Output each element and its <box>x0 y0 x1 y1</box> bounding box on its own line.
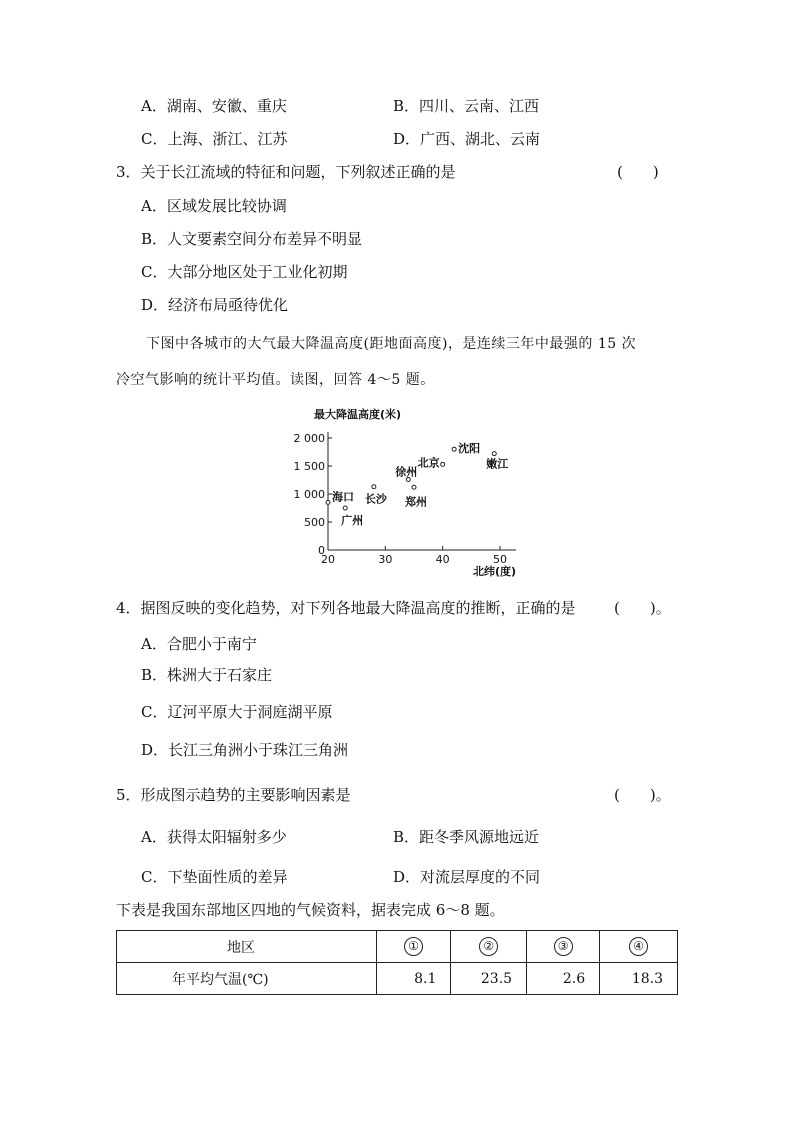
y-tick-label: 1 500 <box>293 460 325 473</box>
table-intro: 下表是我国东部地区四地的气候资料，据表完成 6～8 题。 <box>116 901 505 919</box>
q4-option-c: C．辽河平原大于洞庭湖平原 <box>141 703 333 721</box>
table-row-label: 年平均气温(℃) <box>117 963 377 995</box>
q4-option-b: B．株洲大于石家庄 <box>141 666 273 684</box>
table-header-region-3 <box>527 931 600 963</box>
table-header-region-4 <box>600 931 678 963</box>
data-label: 长沙 <box>364 492 387 506</box>
q5-option-c: C．下垫面性质的差异 <box>141 868 288 886</box>
q4-option-a: A．合肥小于南宁 <box>141 635 257 653</box>
q5-stem: 5．形成图示趋势的主要影响因素是 <box>116 786 351 804</box>
intro-line-1: 下图中各城市的大气最大降温高度(距地面高度)，是连续三年中最强的 15 次 <box>146 336 637 352</box>
table-cell: 18.3 <box>600 963 678 995</box>
data-point <box>452 447 456 451</box>
y-tick-label: 2 000 <box>293 432 325 445</box>
y-tick-label: 500 <box>304 516 325 529</box>
x-tick-label: 40 <box>435 553 450 566</box>
table-row <box>117 963 678 995</box>
data-label: 广州 <box>341 514 364 527</box>
scatter-chart <box>290 404 530 584</box>
climate-table <box>116 930 678 995</box>
q3-answer-paren: ( ) <box>617 163 659 181</box>
region-marker: ④ <box>629 937 648 956</box>
q3-option-a: A．区域发展比较协调 <box>141 197 287 215</box>
region-marker: ③ <box>554 937 573 956</box>
data-point <box>441 462 445 466</box>
q4-answer-paren: ( )。 <box>614 599 671 617</box>
x-tick-label: 30 <box>378 553 393 566</box>
q3-option-b: B．人文要素空间分布差异不明显 <box>141 230 363 248</box>
y-tick-label: 0 <box>318 544 325 557</box>
region-marker: ① <box>404 937 423 956</box>
q3-option-d: D．经济布局亟待优化 <box>141 296 289 314</box>
x-tick-label: 20 <box>321 553 335 566</box>
data-label: 郑州 <box>405 495 427 509</box>
data-point <box>326 500 330 504</box>
data-point <box>372 485 376 489</box>
table-cell: 23.5 <box>451 963 527 995</box>
x-tick-label: 50 <box>493 553 507 566</box>
table-cell: 8.1 <box>376 963 451 995</box>
q2-option-a: A．湖南、安徽、重庆 <box>141 97 287 115</box>
q4-stem: 4．据图反映的变化趋势，对下列各地最大降温高度的推断，正确的是 <box>116 599 576 617</box>
q5-option-b: B．距冬季风源地远近 <box>393 828 540 846</box>
q5-answer-paren: ( )。 <box>614 786 671 804</box>
data-point <box>343 506 347 510</box>
x-axis-label: 北纬(度) <box>473 565 517 578</box>
q2-option-d: D．广西、湖北、云南 <box>393 130 541 148</box>
y-tick-label: 1 000 <box>293 488 325 501</box>
table-header-region-2 <box>451 931 527 963</box>
table-header-label: 地区 <box>117 931 377 963</box>
q2-option-c: C．上海、浙江、江苏 <box>141 130 288 148</box>
data-point <box>492 452 496 456</box>
q4-option-d: D．长江三角洲小于珠江三角洲 <box>141 741 349 759</box>
q2-option-b: B．四川、云南、江西 <box>393 97 540 115</box>
y-axis-label: 最大降温高度(米) <box>314 408 402 421</box>
table-header-region-1 <box>376 931 451 963</box>
table-cell: 2.6 <box>527 963 600 995</box>
q5-option-d: D．对流层厚度的不同 <box>393 868 541 886</box>
data-label: 嫩江 <box>486 457 509 471</box>
data-label: 徐州 <box>395 465 418 479</box>
q5-option-a: A．获得太阳辐射多少 <box>141 828 287 846</box>
intro-line-2: 冷空气影响的统计平均值。读图，回答 4～5 题。 <box>116 372 435 388</box>
q3-stem: 3．关于长江流域的特征和问题，下列叙述正确的是 <box>116 163 456 181</box>
table-header-row <box>117 931 678 963</box>
data-label: 北京 <box>417 456 440 470</box>
data-point <box>412 485 416 489</box>
data-label: 沈阳 <box>458 442 481 456</box>
q3-option-c: C．大部分地区处于工业化初期 <box>141 263 348 281</box>
data-label: 海口 <box>332 490 354 504</box>
region-marker: ② <box>479 937 498 956</box>
